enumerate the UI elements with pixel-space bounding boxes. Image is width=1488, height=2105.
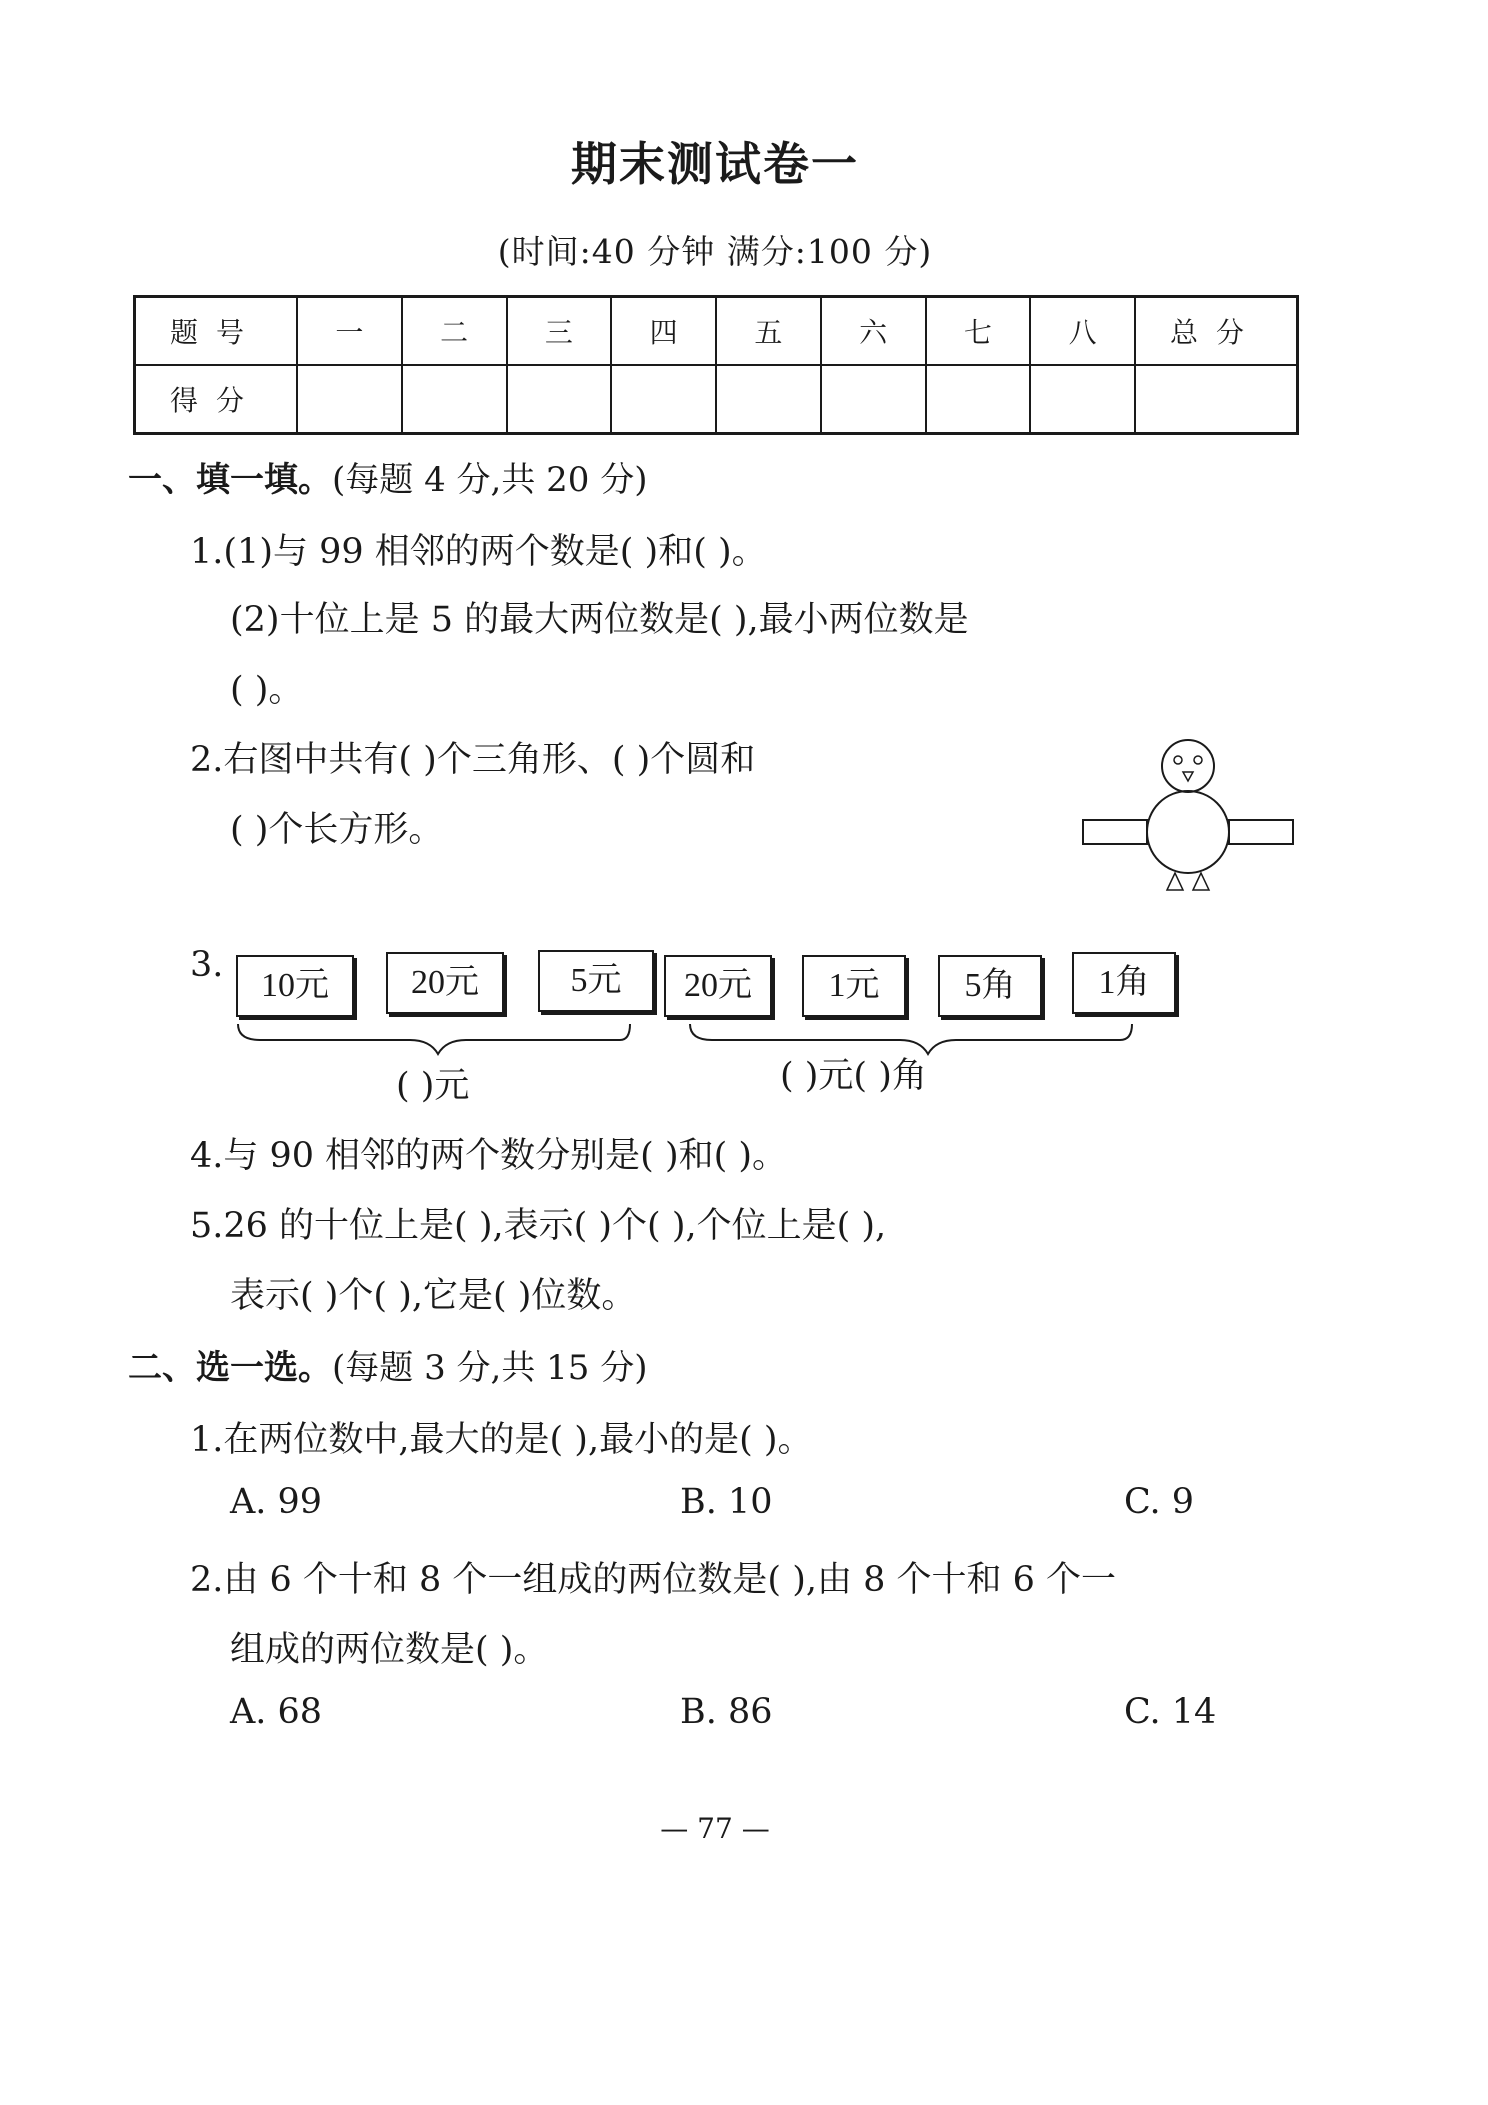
left-arm-rectangle	[1083, 820, 1147, 844]
column-label: 五	[716, 297, 821, 366]
body-circle	[1147, 791, 1229, 873]
score-cell[interactable]	[716, 365, 821, 434]
left-brace	[238, 1024, 630, 1054]
money-bill: 5元	[538, 950, 654, 1012]
option-b[interactable]: B. 86	[680, 1692, 773, 1732]
s1-question-4: 4.与 90 相邻的两个数分别是( )和( )。	[190, 1136, 788, 1176]
money-bill: 10元	[236, 955, 354, 1017]
option-b[interactable]: B. 10	[680, 1482, 773, 1522]
s2-question-1: 1.在两位数中,最大的是( ),最小的是( )。	[190, 1420, 813, 1460]
score-label: 得分	[135, 365, 298, 434]
section2-heading	[128, 1340, 647, 1389]
column-label: 八	[1030, 297, 1135, 366]
eye-circle	[1174, 756, 1182, 764]
s1-question-2a: 2.右图中共有( )个三角形、( )个圆和	[190, 740, 756, 780]
section2-points: (每题 3 分,共 15 分)	[332, 1348, 648, 1388]
section1-title: 一、填一填。	[128, 460, 332, 500]
s1-question-1a: 1.(1)与 99 相邻的两个数是( )和( )。	[190, 532, 767, 572]
score-cell[interactable]	[507, 365, 612, 434]
s1-question-3-number: 3.	[190, 945, 224, 985]
shape-figure	[1075, 728, 1305, 898]
column-label: 七	[926, 297, 1031, 366]
score-cell[interactable]	[611, 365, 716, 434]
q3-answer-right: ( )元( )角	[780, 1056, 927, 1096]
column-label: 四	[611, 297, 716, 366]
score-table-header-row	[135, 297, 1298, 366]
column-label: 二	[402, 297, 507, 366]
s1-question-5a: 5.26 的十位上是( ),表示( )个( ),个位上是( ),	[190, 1206, 887, 1246]
option-c[interactable]: C. 9	[1124, 1482, 1195, 1522]
column-label: 一	[297, 297, 402, 366]
s1-question-2b: ( )个长方形。	[230, 810, 444, 850]
s1-question-5b: 表示( )个( ),它是( )位数。	[230, 1276, 637, 1316]
grouping-braces	[230, 1020, 1230, 1060]
money-bill: 1角	[1072, 952, 1176, 1014]
eye-circle	[1194, 756, 1202, 764]
option-c[interactable]: C. 14	[1124, 1692, 1217, 1732]
exam-info: (时间:40 分钟 满分:100 分)	[497, 232, 933, 271]
score-table	[133, 295, 1299, 435]
column-label: 六	[821, 297, 926, 366]
right-arm-rectangle	[1229, 820, 1293, 844]
money-bill: 5角	[938, 955, 1042, 1017]
question-number-label: 题号	[135, 297, 298, 366]
head-circle	[1162, 740, 1214, 792]
section1-points: (每题 4 分,共 20 分)	[332, 460, 648, 500]
section2-title: 二、选一选。	[128, 1348, 332, 1388]
foot-triangle	[1167, 873, 1183, 890]
column-label: 三	[507, 297, 612, 366]
score-cell[interactable]	[1030, 365, 1135, 434]
q3-answer-left: ( )元	[396, 1066, 470, 1106]
money-bill: 20元	[386, 952, 504, 1014]
s2-question-2b: 组成的两位数是( )。	[230, 1630, 549, 1670]
option-a[interactable]: A. 68	[230, 1692, 323, 1732]
option-a[interactable]: A. 99	[230, 1482, 323, 1522]
score-cell[interactable]	[821, 365, 926, 434]
s1-question-1c: ( )。	[230, 670, 304, 710]
page-number: — 77 —	[660, 1812, 770, 1845]
total-label: 总分	[1135, 297, 1298, 366]
score-cell[interactable]	[926, 365, 1031, 434]
money-bill: 1元	[802, 955, 906, 1017]
s1-question-1b: (2)十位上是 5 的最大两位数是( ),最小两位数是	[230, 600, 969, 640]
score-table-score-row	[135, 365, 1298, 434]
money-bill: 20元	[664, 955, 772, 1017]
page-title: 期末测试卷一	[571, 137, 859, 191]
foot-triangle	[1193, 873, 1209, 890]
score-cell[interactable]	[1135, 365, 1298, 434]
beak-triangle	[1183, 772, 1193, 781]
section1-heading	[128, 452, 647, 501]
score-cell[interactable]	[297, 365, 402, 434]
s2-question-2a: 2.由 6 个十和 8 个一组成的两位数是( ),由 8 个十和 6 个一	[190, 1560, 1117, 1600]
score-cell[interactable]	[402, 365, 507, 434]
